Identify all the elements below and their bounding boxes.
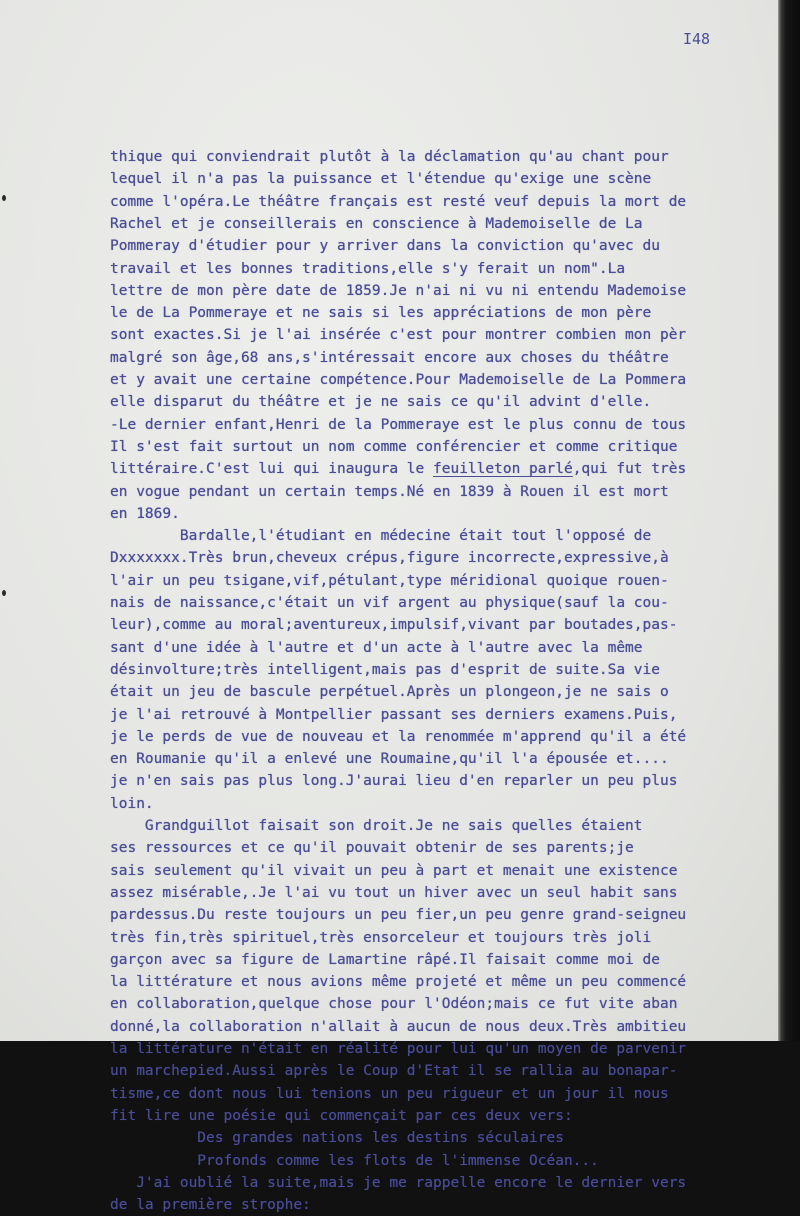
- text-line: garçon avec sa figure de Lamartine râpé.Il faisait comme moi de: [110, 951, 660, 968]
- text-line: très fin,très spirituel,très ensorceleur et toujours très joli: [110, 929, 652, 946]
- text-line: le de La Pommeraye et ne sais si les appréciations de mon père: [110, 305, 652, 322]
- text-line: la littérature n'était en réalité pour lui qu'un moyen de parvenir: [110, 1041, 687, 1057]
- text-line: Pommeray d'étudier pour y arriver dans la conviction qu'avec du: [110, 238, 660, 255]
- text-line: Des grandes nations les destins séculaires: [110, 1130, 564, 1147]
- margin-speck: [2, 195, 6, 201]
- text-line: ses ressources et ce qu'il pouvait obtenir de ses parents;je: [110, 840, 634, 857]
- page-number: I48: [683, 30, 711, 48]
- text-line: je n'en sais pas plus long.J'aurai lieu d'en reparler un peu plus: [110, 773, 678, 790]
- text-line: en vogue pendant un certain temps.Né en 1839 à Rouen il est mort: [110, 483, 669, 500]
- text-line: lequel il n'a pas la puissance et l'étendue qu'exige une scène: [110, 171, 652, 188]
- text-line: malgré son âge,68 ans,s'intéressait encore aux choses du théâtre: [110, 349, 669, 366]
- text-line: en Roumanie qu'il a enlevé une Roumaine,qu'il l'a épousée et....: [110, 751, 669, 768]
- text-line: tisme,ce dont nous lui tenions un peu rigueur et un jour il nous: [110, 1085, 669, 1102]
- text-line: fit lire une poésie qui commençait par ces deux vers:: [110, 1107, 573, 1124]
- text-line: Profonds comme les flots de l'immense Océan...: [110, 1152, 599, 1169]
- text-line: sont exactes.Si je l'ai insérée c'est pour montrer combien mon pèr: [110, 327, 687, 344]
- text-line: leur),comme au moral;aventureux,impulsif,vivant par boutades,pas-: [110, 617, 678, 634]
- text-line: était un jeu de bascule perpétuel.Après un plongeon,je ne sais o: [110, 684, 669, 701]
- text-line: thique qui conviendrait plutôt à la déclamation qu'au chant pour: [110, 149, 669, 165]
- text-line: comme l'opéra.Le théâtre français est resté veuf depuis la mort de: [110, 193, 687, 210]
- text-line: un marchepied.Aussi après le Coup d'Etat il se rallia au bonapar-: [110, 1063, 678, 1080]
- text-segment: littéraire.C'est lui qui inaugura le: [110, 461, 434, 478]
- text-line: elle disparut du théâtre et je ne sais ce qu'il advint d'elle.: [110, 394, 652, 411]
- text-line: lettre de mon père date de 1859.Je n'ai ni vu ni entendu Mademoise: [110, 282, 687, 299]
- page-edge-shadow: [778, 0, 800, 1041]
- underlined-term: feuilleton parlé: [433, 461, 573, 478]
- text-line: de la première strophe:: [110, 1197, 311, 1214]
- text-line: Dxxxxxxx.Très brun,cheveux crépus,figure incorrecte,expressive,à: [110, 550, 669, 567]
- text-line: Il s'est fait surtout un nom comme conférencier et comme critique: [110, 438, 678, 455]
- text-line: pardessus.Du reste toujours un peu fier,un peu genre grand-seigneu: [110, 907, 687, 924]
- text-line: Rachel et je conseillerais en conscience à Mademoiselle de La: [110, 215, 643, 232]
- text-line: je l'ai retrouvé à Montpellier passant ses derniers examens.Puis,: [110, 706, 678, 723]
- text-segment: ,qui fut très: [572, 461, 687, 478]
- text-line: désinvolture;très intelligent,mais pas d'esprit de suite.Sa vie: [110, 661, 660, 678]
- text-line: -Le dernier enfant,Henri de la Pommeraye est le plus connu de tous: [110, 416, 687, 433]
- text-line: nais de naissance,c'était un vif argent au physique(sauf la cou-: [110, 595, 669, 611]
- text-line: et y avait une certaine compétence.Pour Mademoiselle de La Pommera: [110, 372, 687, 388]
- text-line: travail et les bonnes traditions,elle s'y ferait un nom".La: [110, 260, 626, 277]
- text-line: assez misérable,.Je l'ai vu tout un hiver avec un seul habit sans: [110, 884, 678, 901]
- text-line: J'ai oublié la suite,mais je me rappelle encore le dernier vers: [110, 1174, 687, 1191]
- text-line: sais seulement qu'il vivait un peu à part et menait une existence: [110, 862, 678, 879]
- text-line: Bardalle,l'étudiant en médecine était tout l'opposé de: [110, 528, 652, 545]
- text-line: je le perds de vue de nouveau et la renommée m'apprend qu'il a été: [110, 728, 687, 745]
- text-line: l'air un peu tsigane,vif,pétulant,type méridional quoique rouen-: [110, 572, 669, 589]
- text-line: [110, 458, 686, 480]
- text-line: Grandguillot faisait son droit.Je ne sais quelles étaient: [110, 818, 643, 834]
- text-line: loin.: [110, 795, 154, 812]
- text-line: en collaboration,quelque chose pour l'Odéon;mais ce fut vite aban: [110, 996, 678, 1013]
- text-line: donné,la collaboration n'allait à aucun de nous deux.Très ambitieu: [110, 1018, 687, 1035]
- text-line: en 1869.: [110, 505, 180, 522]
- text-line: sant d'une idée à l'autre et d'un acte à l'autre avec la même: [110, 639, 643, 656]
- text-line: la littérature et nous avions même projeté et même un peu commencé: [110, 974, 687, 991]
- margin-speck: [2, 590, 6, 596]
